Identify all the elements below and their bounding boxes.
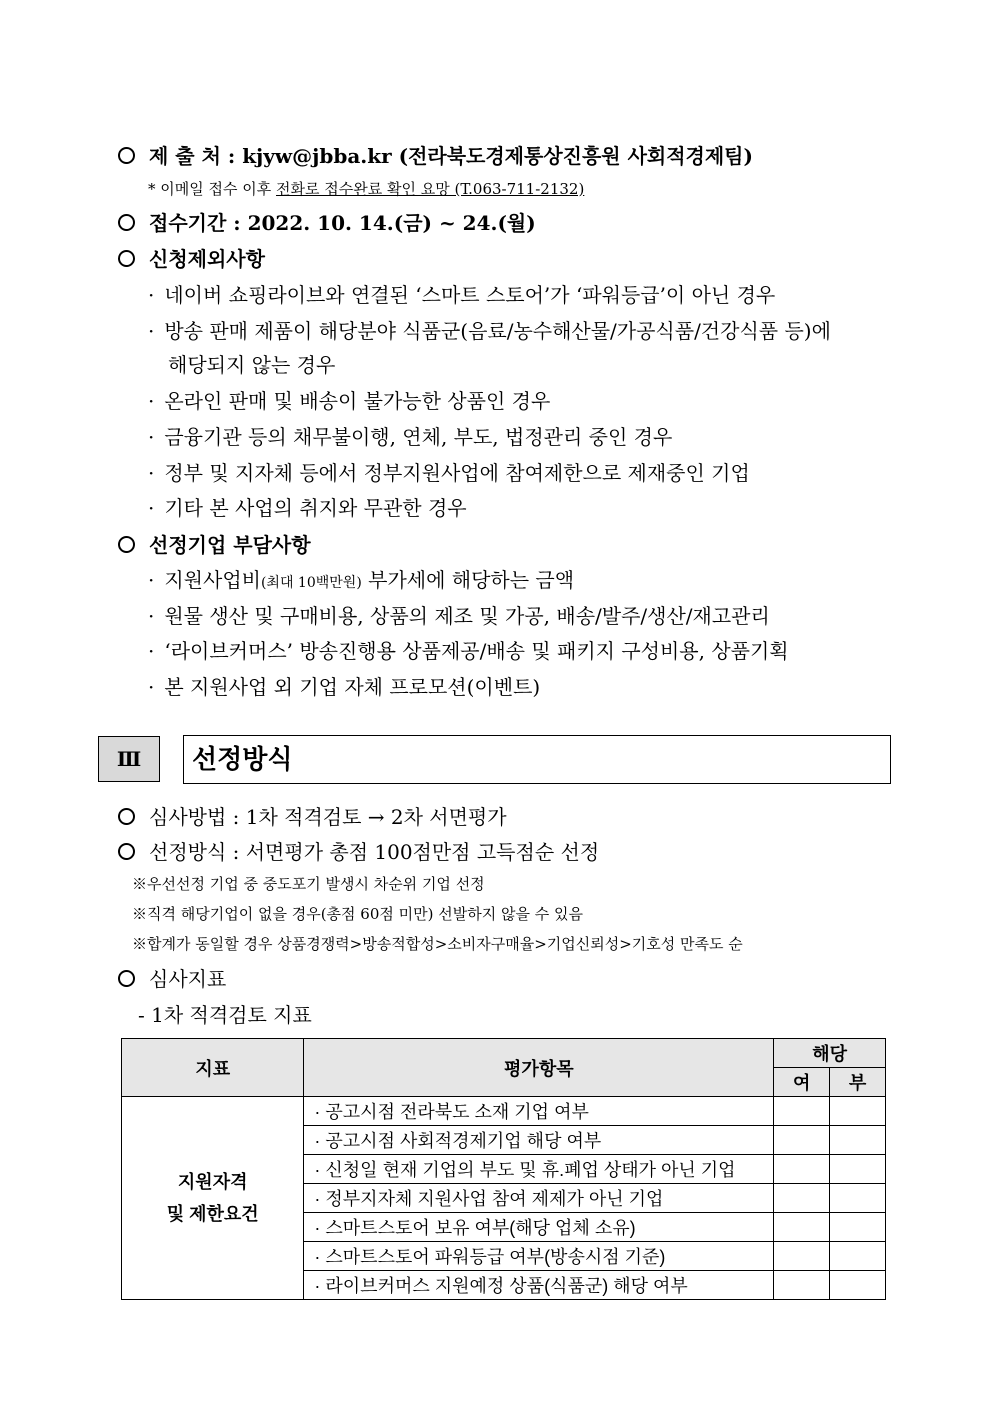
check-yes-cell[interactable]	[774, 1097, 830, 1126]
selection-method: 선정방식 : 서면평가 총점 100점만점 고득점순 선정	[118, 836, 599, 865]
submit-line	[118, 140, 753, 169]
selection-note: ※우선선정 기업 중 중도포기 발생시 차순위 기업 선정	[132, 875, 485, 893]
table-cell-item: · 스마트스토어 보유 여부(해당 업체 소유)	[304, 1213, 774, 1242]
burden-item: · 원물 생산 및 구매비용, 상품의 제조 및 가공, 배송/발주/생산/재고관리	[148, 604, 770, 628]
header-yes: 여	[774, 1068, 830, 1097]
check-yes-cell[interactable]	[774, 1271, 830, 1300]
circle-bullet-icon	[118, 536, 135, 553]
exclusion-item: · 금융기관 등의 채무불이행, 연체, 부도, 법정관리 중인 경우	[148, 425, 673, 449]
exclusion-item: · 정부 및 지자체 등에서 정부지원사업에 참여제한으로 제재중인 기업	[148, 461, 750, 485]
check-yes-cell[interactable]	[774, 1213, 830, 1242]
exclusion-item-continued: 해당되지 않는 경우	[168, 353, 336, 377]
exclusions-heading: 신청제외사항	[118, 243, 265, 272]
circle-bullet-icon	[118, 843, 135, 860]
table-cell-item: · 공고시점 전라북도 소재 기업 여부	[304, 1097, 774, 1126]
section-number: Ⅲ	[98, 736, 160, 782]
exclusion-item: · 온라인 판매 및 배송이 불가능한 상품인 경우	[148, 389, 551, 413]
table-header-row	[122, 1039, 886, 1068]
table-cell-item: · 공고시점 사회적경제기업 해당 여부	[304, 1126, 774, 1155]
phone-confirm-note: 전화로 접수완료 확인 요망 (T.063-711-2132)	[276, 180, 585, 198]
eligibility-table	[121, 1038, 886, 1300]
exclusion-item: · 기타 본 사업의 취지와 무관한 경우	[148, 496, 467, 520]
burden-item: · 본 지원사업 외 기업 자체 프로모션(이벤트)	[148, 675, 541, 699]
check-yes-cell[interactable]	[774, 1184, 830, 1213]
submit-label: 제 출 처 :	[149, 144, 243, 168]
submit-note: * 이메일 접수 이후 전화로 접수완료 확인 요망 (T.063-711-2132)	[148, 180, 585, 198]
selection-note: ※직격 해당기업이 없을 경우(총점 60점 미만) 선발하지 않을 수 있음	[132, 905, 583, 923]
circle-bullet-icon	[118, 147, 135, 164]
check-no-cell[interactable]	[830, 1126, 886, 1155]
period-text: 접수기간 : 2022. 10. 14.(금) ~ 24.(월)	[149, 211, 536, 235]
exclusion-item: · 네이버 쇼핑라이브와 연결된 ‘스마트 스토어’가 ‘파워등급’이 아닌 경우	[148, 283, 776, 307]
burden-item: · 지원사업비(최대 10백만원) 부가세에 해당하는 금액	[148, 568, 575, 592]
burden-item: · ‘라이브커머스’ 방송진행용 상품제공/배송 및 패키지 구성비용, 상품기획	[148, 639, 789, 663]
review-method: 심사방법 : 1차 적격검토 → 2차 서면평가	[118, 801, 507, 830]
category-cell: 지원자격 및 제한요건	[122, 1097, 304, 1300]
check-yes-cell[interactable]	[774, 1242, 830, 1271]
circle-bullet-icon	[118, 250, 135, 267]
check-no-cell[interactable]	[830, 1271, 886, 1300]
header-no: 부	[830, 1068, 886, 1097]
submit-email[interactable]: kjyw@jbba.kr	[242, 144, 392, 168]
exclusion-item: · 방송 판매 제품이 해당분야 식품군(음료/농수해산물/가공식품/건강식품 등)에	[148, 319, 831, 343]
circle-bullet-icon	[118, 808, 135, 825]
circle-bullet-icon	[118, 970, 135, 987]
check-no-cell[interactable]	[830, 1184, 886, 1213]
check-no-cell[interactable]	[830, 1242, 886, 1271]
header-index: 지표	[122, 1039, 304, 1097]
selection-note: ※합계가 동일할 경우 상품경쟁력>방송적합성>소비자구매율>기업신뢰성>기호성 만족도 순	[132, 935, 743, 953]
section-title: 선정방식	[183, 735, 891, 784]
check-yes-cell[interactable]	[774, 1155, 830, 1184]
header-evaluation-item: 평가항목	[304, 1039, 774, 1097]
header-applicable: 해당	[774, 1039, 886, 1068]
period-line	[118, 207, 536, 236]
check-no-cell[interactable]	[830, 1155, 886, 1184]
index-heading: 심사지표	[118, 963, 226, 992]
table-cell-item: · 신청일 현재 기업의 부도 및 휴.폐업 상태가 아닌 기업	[304, 1155, 774, 1184]
table-cell-item: · 라이브커머스 지원예정 상품(식품군) 해당 여부	[304, 1271, 774, 1300]
table-cell-item: · 스마트스토어 파워등급 여부(방송시점 기준)	[304, 1242, 774, 1271]
table-row	[122, 1097, 886, 1126]
burden-heading: 선정기업 부담사항	[118, 529, 311, 558]
circle-bullet-icon	[118, 214, 135, 231]
table-cell-item: · 정부지자체 지원사업 참여 제제가 아닌 기업	[304, 1184, 774, 1213]
submit-org: (전라북도경제통상진흥원 사회적경제팀)	[391, 144, 753, 168]
check-no-cell[interactable]	[830, 1213, 886, 1242]
check-yes-cell[interactable]	[774, 1126, 830, 1155]
check-no-cell[interactable]	[830, 1097, 886, 1126]
sub-heading: - 1차 적격검토 지표	[138, 1003, 312, 1027]
